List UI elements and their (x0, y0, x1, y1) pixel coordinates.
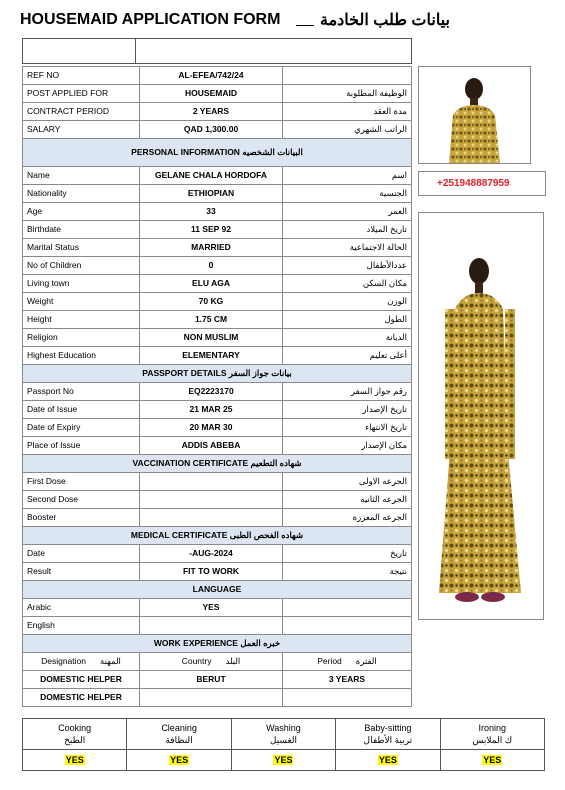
passport-label-arabic: تاريخ الإصدار (283, 401, 412, 419)
personal-label: Height (23, 311, 140, 329)
personal-row (23, 221, 412, 239)
top-value: HOUSEMAID (140, 85, 283, 103)
personal-value: ELEMENTARY (140, 347, 283, 365)
passport-label: Date of Expiry (23, 419, 140, 437)
top-label-arabic: الراتب الشهري (283, 121, 412, 139)
work-column-header (283, 653, 412, 671)
vaccination-certificate-header-label: VACCINATION CERTIFICATE شهاده التطعيم (23, 455, 412, 473)
language-label-arabic (283, 599, 412, 617)
vaccination-label-arabic: الجرعه الثانيه (283, 491, 412, 509)
skill-answer-yes: YES (65, 755, 84, 765)
language-row (23, 599, 412, 617)
skill-name-ar: ك الملابس (472, 735, 513, 745)
personal-label-arabic: العمر (283, 203, 412, 221)
top-value: 2 YEARS (140, 103, 283, 121)
work-experience-row (23, 689, 412, 707)
passport-label: Passport No (23, 383, 140, 401)
top-value: AL-EFEA/742/24 (140, 67, 283, 85)
language-value: YES (140, 599, 283, 617)
skill-label-cleaning (127, 719, 231, 750)
personal-label-arabic: أعلى تعليم (283, 347, 412, 365)
personal-value: ETHIOPIAN (140, 185, 283, 203)
personal-label-arabic: الحالة الاجتماعية (283, 239, 412, 257)
personal-row (23, 203, 412, 221)
personal-value: GELANE CHALA HORDOFA (140, 167, 283, 185)
work-period (283, 689, 412, 707)
skill-answer (127, 750, 231, 771)
medical-value: FIT TO WORK (140, 563, 283, 581)
personal-row (23, 311, 412, 329)
personal-label-arabic: اسم (283, 167, 412, 185)
application-form-table (22, 66, 412, 707)
work-experience-header-label: WORK EXPERIENCE خبره العمل (23, 635, 412, 653)
top-row (23, 67, 412, 85)
medical-label: Date (23, 545, 140, 563)
vaccination-value (140, 491, 283, 509)
top-label: REF NO (23, 67, 140, 85)
personal-label: Name (23, 167, 140, 185)
form-title-arabic: بيانات طلب الخادمة (320, 12, 450, 29)
personal-value: 33 (140, 203, 283, 221)
vaccination-label: Booster (23, 509, 140, 527)
language-label: Arabic (23, 599, 140, 617)
passport-label: Place of Issue (23, 437, 140, 455)
medical-row (23, 545, 412, 563)
personal-value: 0 (140, 257, 283, 275)
personal-label: Marital Status (23, 239, 140, 257)
top-row (23, 85, 412, 103)
work-column-en: Country (181, 656, 212, 666)
passport-label-arabic: تاريخ الانتهاء (283, 419, 412, 437)
skill-name-en: Washing (266, 723, 301, 733)
personal-value: NON MUSLIM (140, 329, 283, 347)
medical-certificate-header (23, 527, 412, 545)
top-label-arabic: الوظيفة المطلوبة (283, 85, 412, 103)
passport-value: EQ2223170 (140, 383, 283, 401)
passport-value: ADDIS ABEBA (140, 437, 283, 455)
skill-name-en: Ironing (478, 723, 507, 733)
personal-label: Highest Education (23, 347, 140, 365)
vaccination-certificate-header (23, 455, 412, 473)
vaccination-row (23, 491, 412, 509)
passport-value: 21 MAR 25 (140, 401, 283, 419)
passport-label: Date of Issue (23, 401, 140, 419)
passport-label-arabic: رقم جواز السفر (283, 383, 412, 401)
language-value (140, 617, 283, 635)
skill-answer-yes: YES (378, 755, 397, 765)
applicant-full-body-photo (418, 212, 544, 620)
skill-answer (23, 750, 127, 771)
medical-certificate-header-label: MEDICAL CERTIFICATE شهاده الفحص الطبى (23, 527, 412, 545)
personal-value: ELU AGA (140, 275, 283, 293)
vaccination-row (23, 509, 412, 527)
language-header (23, 581, 412, 599)
personal-row (23, 347, 412, 365)
work-columns-row (23, 653, 412, 671)
skills-table (22, 718, 545, 771)
work-designation: DOMESTIC HELPER (23, 671, 140, 689)
work-column-en: Period (317, 656, 342, 666)
personal-information-header-label: PERSONAL INFORMATION البيانات الشخصيه (23, 139, 412, 167)
personal-row (23, 167, 412, 185)
skill-label-washing (231, 719, 335, 750)
skill-answer-yes: YES (483, 755, 502, 765)
applicant-portrait-photo (418, 66, 531, 164)
personal-label-arabic: تاريخ الميلاد (283, 221, 412, 239)
personal-label-arabic: عددالأطفال (283, 257, 412, 275)
skill-label-ironing (440, 719, 544, 750)
personal-row (23, 293, 412, 311)
personal-label: Weight (23, 293, 140, 311)
work-country: BERUT (140, 671, 283, 689)
personal-label: Age (23, 203, 140, 221)
vaccination-label-arabic: الجرعه الاولى (283, 473, 412, 491)
skill-name-en: Baby-sitting (364, 723, 412, 733)
personal-row (23, 185, 412, 203)
skill-name-ar: الغسيل (269, 735, 298, 745)
passport-label-arabic: مكان الإصدار (283, 437, 412, 455)
personal-label-arabic: الطول (283, 311, 412, 329)
vaccination-value (140, 509, 283, 527)
vaccination-label: Second Dose (23, 491, 140, 509)
work-designation: DOMESTIC HELPER (23, 689, 140, 707)
medical-label: Result (23, 563, 140, 581)
skill-name-ar: الطبخ (64, 735, 86, 745)
skill-answer (440, 750, 544, 771)
personal-row (23, 329, 412, 347)
personal-label-arabic: الوزن (283, 293, 412, 311)
work-column-ar: البلد (225, 656, 241, 666)
skill-label-baby-sitting (336, 719, 440, 750)
personal-value: MARRIED (140, 239, 283, 257)
personal-value: 70 KG (140, 293, 283, 311)
work-experience-header (23, 635, 412, 653)
work-period: 3 YEARS (283, 671, 412, 689)
top-label: SALARY (23, 121, 140, 139)
work-experience-row (23, 671, 412, 689)
phone-number: +251948887959 (418, 171, 546, 196)
language-row (23, 617, 412, 635)
skill-answer-yes: YES (274, 755, 293, 765)
passport-row (23, 437, 412, 455)
personal-label: Religion (23, 329, 140, 347)
passport-value: 20 MAR 30 (140, 419, 283, 437)
top-value: QAD 1,300.00 (140, 121, 283, 139)
personal-label-arabic: الديانة (283, 329, 412, 347)
language-header-label: LANGUAGE (23, 581, 412, 599)
passport-details-header-label: PASSPORT DETAILS بيانات جواز السفر (23, 365, 412, 383)
skill-name-ar: النظافة (165, 735, 193, 745)
personal-row (23, 257, 412, 275)
form-title-english: HOUSEMAID APPLICATION FORM (20, 11, 281, 28)
medical-row (23, 563, 412, 581)
letterhead-box (22, 38, 412, 64)
vaccination-label: First Dose (23, 473, 140, 491)
personal-row (23, 239, 412, 257)
personal-information-header (23, 139, 412, 167)
top-label: CONTRACT PERIOD (23, 103, 140, 121)
vaccination-label-arabic: الجرعه المعززة (283, 509, 412, 527)
top-label: POST APPLIED FOR (23, 85, 140, 103)
work-country (140, 689, 283, 707)
language-label-arabic (283, 617, 412, 635)
skill-answer (336, 750, 440, 771)
medical-label-arabic: تاريخ (283, 545, 412, 563)
personal-value: 1.75 CM (140, 311, 283, 329)
passport-row (23, 419, 412, 437)
personal-label-arabic: الجنسية (283, 185, 412, 203)
work-column-ar: الفترة (355, 656, 377, 666)
vaccination-value (140, 473, 283, 491)
top-row (23, 103, 412, 121)
title-underline (296, 25, 314, 26)
top-row (23, 121, 412, 139)
personal-label: No of Children (23, 257, 140, 275)
personal-label: Birthdate (23, 221, 140, 239)
medical-value: -AUG-2024 (140, 545, 283, 563)
skill-name-en: Cleaning (161, 723, 197, 733)
skill-answer (231, 750, 335, 771)
personal-label: Living town (23, 275, 140, 293)
skill-name-ar: تربية الأطفال (363, 735, 413, 745)
work-column-en: Designation (41, 656, 86, 666)
language-label: English (23, 617, 140, 635)
top-label-arabic: مدة العقد (283, 103, 412, 121)
personal-label: Nationality (23, 185, 140, 203)
personal-label-arabic: مكان السكن (283, 275, 412, 293)
work-column-header (23, 653, 140, 671)
medical-label-arabic: نتيجة (283, 563, 412, 581)
skill-label-cooking (23, 719, 127, 750)
vaccination-row (23, 473, 412, 491)
personal-row (23, 275, 412, 293)
work-column-ar: المهنة (99, 656, 121, 666)
skill-answer-yes: YES (170, 755, 189, 765)
personal-value: 11 SEP 92 (140, 221, 283, 239)
passport-row (23, 383, 412, 401)
passport-details-header (23, 365, 412, 383)
passport-row (23, 401, 412, 419)
skill-name-en: Cooking (58, 723, 92, 733)
top-label-arabic (283, 67, 412, 85)
work-column-header (140, 653, 283, 671)
